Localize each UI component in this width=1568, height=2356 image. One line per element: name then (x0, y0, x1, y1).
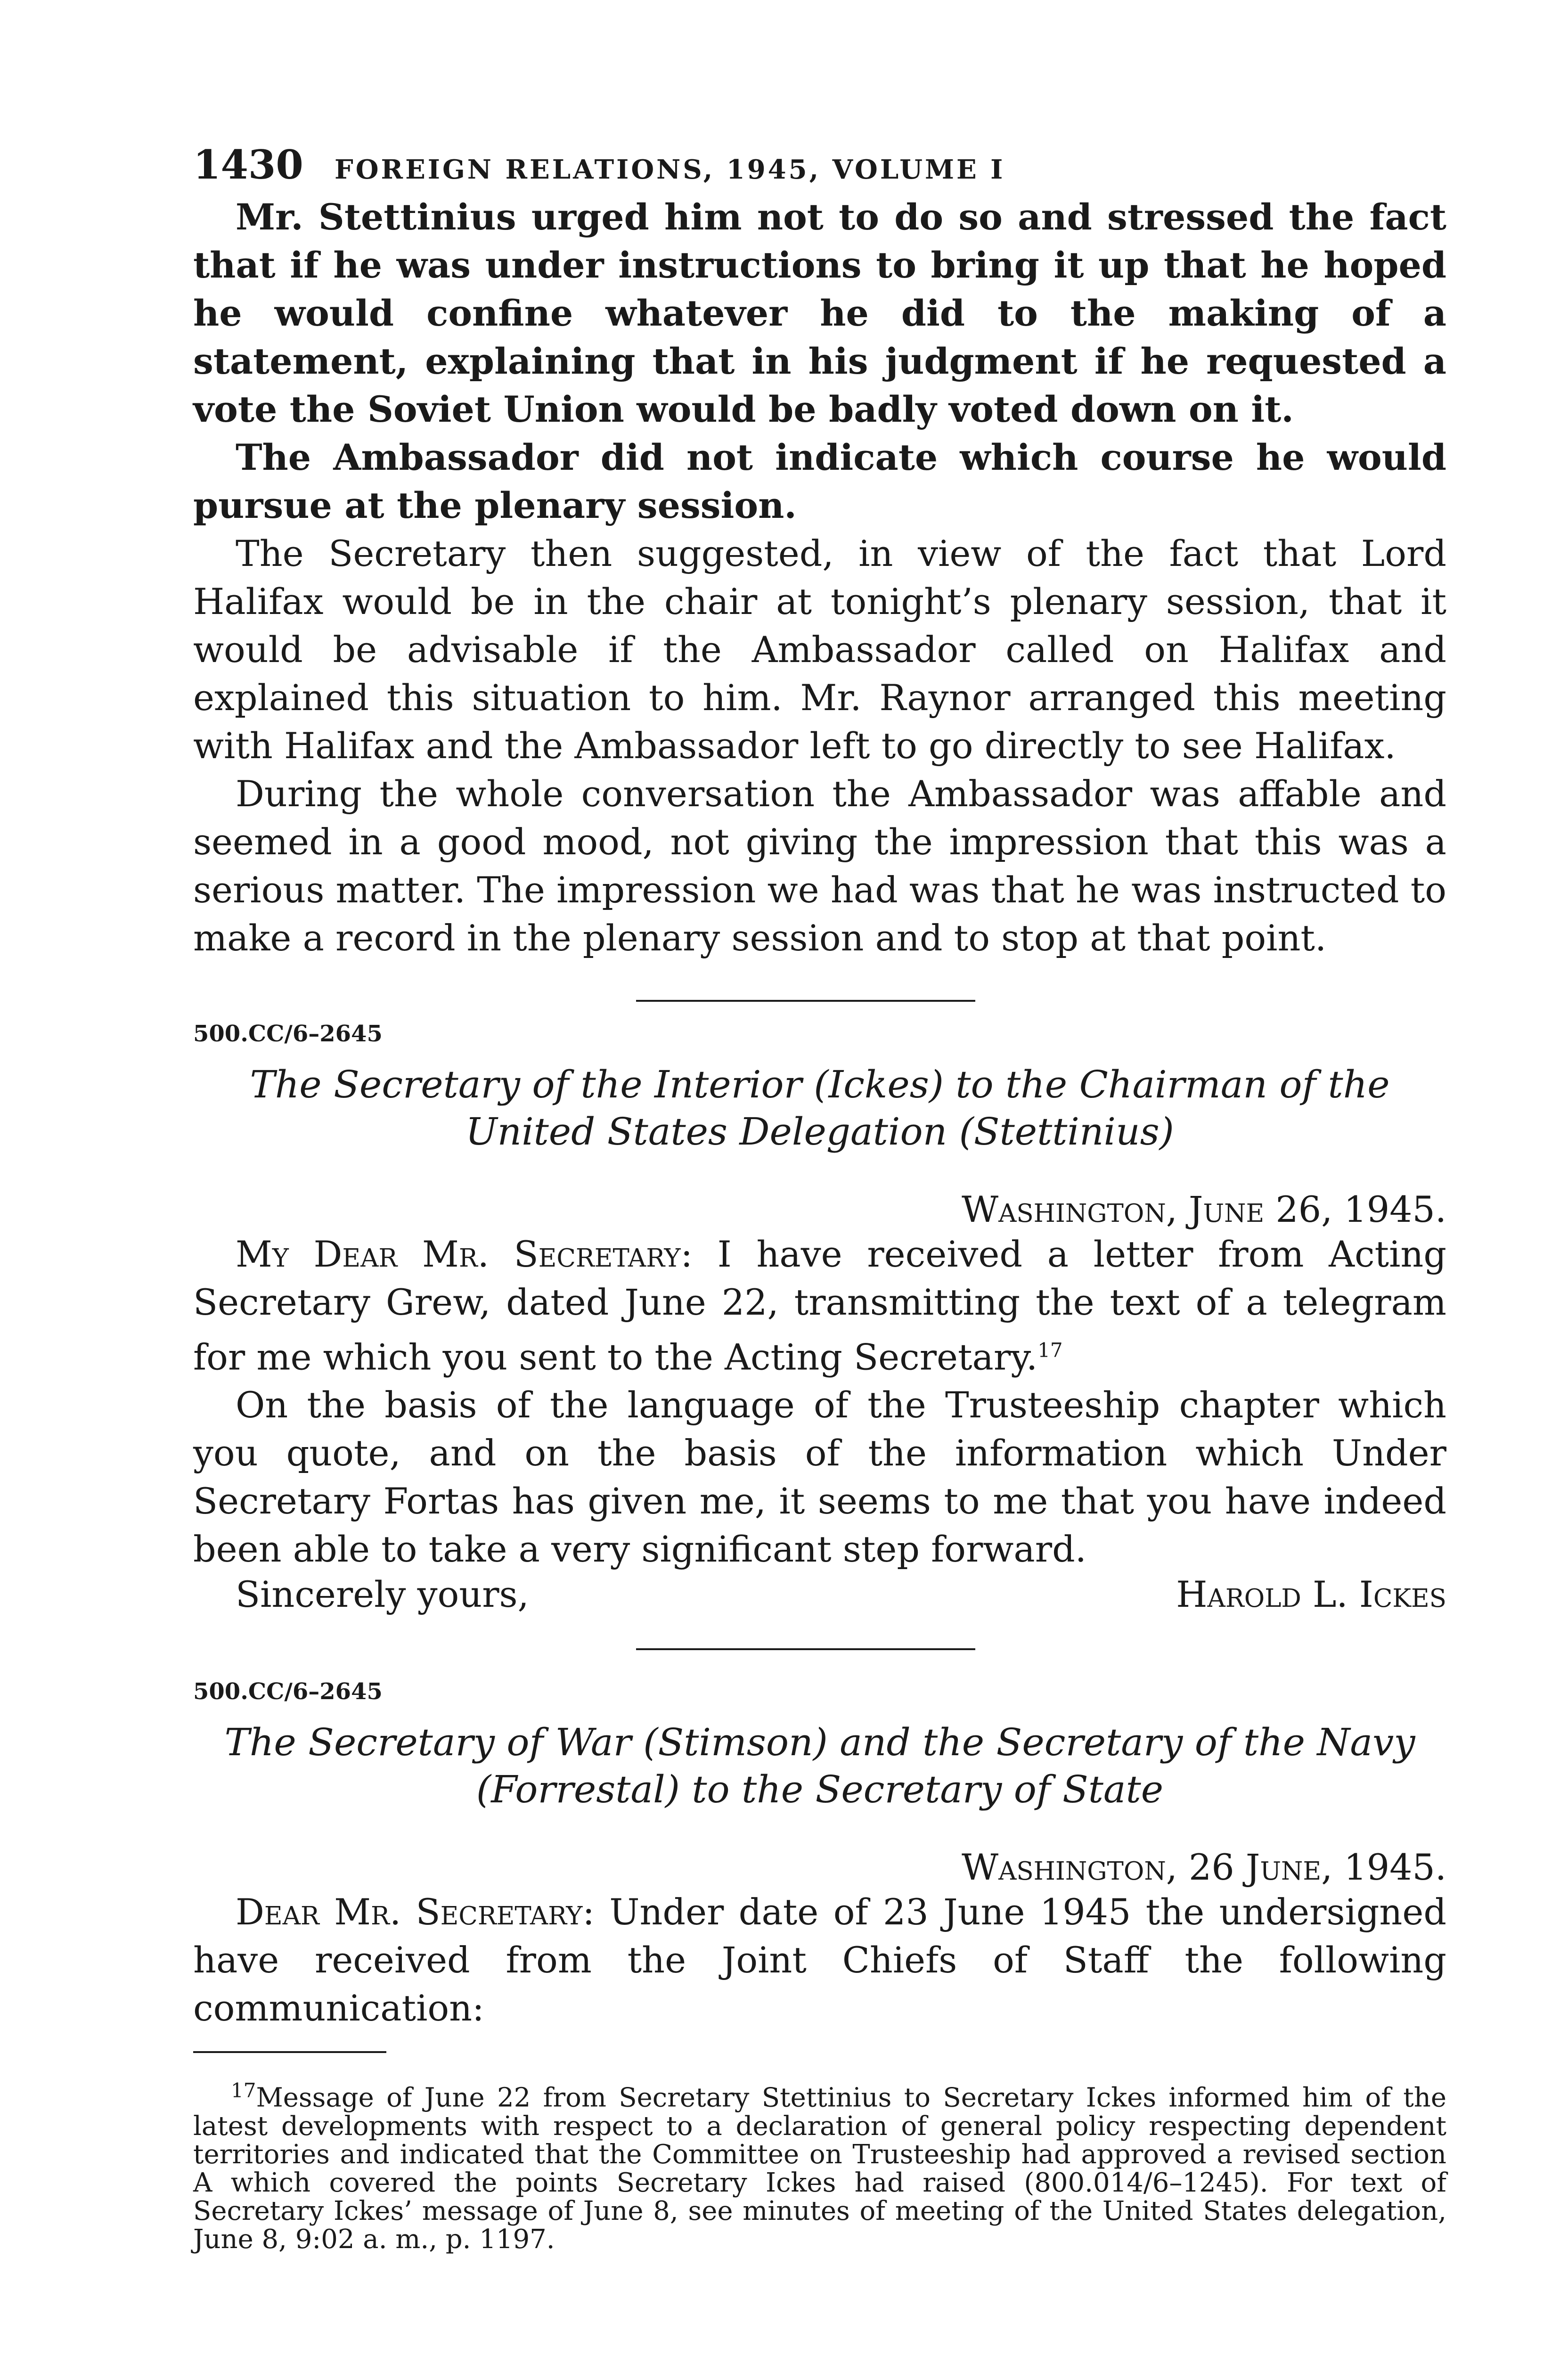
footnote (193, 2077, 1446, 2254)
document-stimson-forrestal (193, 1678, 1446, 2032)
letter-paragraph-1 (193, 1888, 1446, 2032)
closing: Sincerely yours, (236, 1573, 529, 1616)
continuation-paragraph-1: Mr. Stettinius urged him not to do so and stressed the fact that if he was under instructions to bring it up that he hoped he would confine whatever he did to the making of a statement, explaining that in his judgment if he requested a vote the Soviet Union would be badly voted down on it. (193, 196, 1446, 430)
page-header (193, 141, 1446, 193)
dateline (193, 1188, 1446, 1230)
document-title: The Secretary of War (Stimson) and the Secretary of the Navy (Forrestal) to the Secretary of State (224, 1720, 1415, 1812)
letter-body-text: I have received a letter from Acting Secretary Grew, dated June 22, transmitting the text of a telegram for me which you sent to the Acting Secretary. (193, 1233, 1446, 1378)
footnote-divider (193, 2051, 386, 2053)
letter-paragraph-2: On the basis of the language of the Trusteeship chapter which you quote, and on the basis of the information which Under Secretary Fortas has given me, it seems to me that you have indeed been able to take a very significant step forward. (193, 1384, 1446, 1571)
dateline (193, 1846, 1446, 1888)
running-title: FOREIGN RELATIONS, 1945, VOLUME I (335, 154, 1005, 185)
continuation-paragraph-4: During the whole conversation the Ambassador was affable and seemed in a good mood, not giving the impression that this was a serious matter. The impression we had was that he was instructed to make a record in the plenary session and to stop at that point. (193, 773, 1446, 959)
footnote-text: Message of June 22 from Secretary Stettinius to Secretary Ickes informed him of the latest developments with respect to a declaration of general policy respecting dependent territories and indicated that the Committee on Trusteeship had approved a revised section A which covered the points Secretary Ickes had raised (800.014/6–1245). For text of Secretary Ickes’ message of June 8, see minutes of meeting of the United States delegation, June 8, 9:02 a. m., p. 1197. (193, 2082, 1446, 2255)
letter-paragraph-1 (193, 1230, 1446, 1381)
file-reference: 500.CC/6–2645 (193, 1021, 383, 1047)
document-title: The Secretary of the Interior (Ickes) to the Chairman of the United States Delegation (Stettinius) (250, 1063, 1390, 1153)
continuation-paragraph-3: The Secretary then suggested, in view of the fact that Lord Halifax would be in the chair at tonight’s plenary session, that it would be advisable if the Ambassador called on Halifax and explained this situation to him. Mr. Raynor arranged this meeting with Halifax and the Ambassador left to go directly to see Halifax. (193, 532, 1446, 767)
salutation: My Dear Mr. Secretary: (236, 1233, 693, 1275)
letter-body-text: Under date of 23 June 1945 the undersigned have received from the Joint Chiefs of Staff the following communication: (193, 1891, 1446, 2029)
document-page (193, 141, 1446, 2254)
signature: Harold L. Ickes (1176, 1573, 1446, 1616)
dateline-text: Washington, 26 June, 1945. (961, 1846, 1446, 1889)
signoff (193, 1573, 1446, 1615)
continuation-paragraph-2: The Ambassador did not indicate which course he would pursue at the plenary session. (193, 436, 1446, 526)
footnote-number: 17 (231, 2079, 256, 2102)
salutation: Dear Mr. Secretary: (236, 1891, 595, 1933)
dateline-text: Washington, June 26, 1945. (961, 1188, 1446, 1230)
page-number: 1430 (193, 141, 303, 188)
section-divider (636, 1000, 975, 1002)
document-ickes (193, 1021, 1446, 1615)
footnote-reference: 17 (1037, 1339, 1063, 1362)
section-divider (636, 1648, 975, 1650)
continuation-section (193, 193, 1446, 962)
file-reference: 500.CC/6–2645 (193, 1678, 383, 1705)
